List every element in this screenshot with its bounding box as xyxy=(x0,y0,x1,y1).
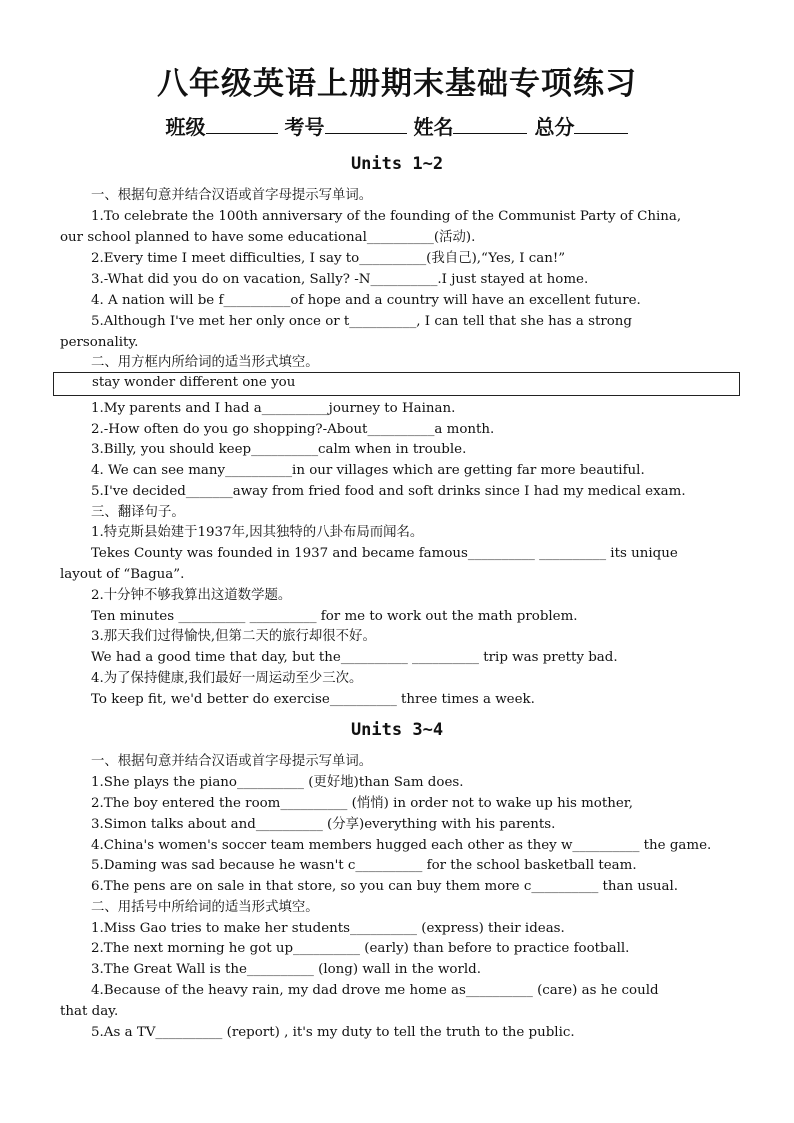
question-text: 1.My parents and I had a__________journey to Hainan. xyxy=(91,401,456,416)
question-text: 3.Simon talks about and__________ (分享)everything with his parents. xyxy=(91,817,556,832)
score-blank[interactable] xyxy=(574,115,628,134)
exam-number-label: 考号 xyxy=(284,115,325,139)
question-text: 3.Billy, you should keep__________calm when in trouble. xyxy=(91,442,467,457)
question-text: 2.-How often do you go shopping?-About__________a month. xyxy=(91,422,495,437)
name-blank[interactable] xyxy=(453,115,527,134)
question-text: 5.Daming was sad because he wasn't c__________ for the school basketball team. xyxy=(91,858,637,873)
exam-number-blank[interactable] xyxy=(325,115,407,134)
question-text: 1.To celebrate the 100th anniversary of the founding of the Communist Party of China, xyxy=(91,209,682,224)
question-text: that day. xyxy=(60,1004,119,1019)
question-text: 4. We can see many__________in our villages which are getting far more beautiful. xyxy=(91,463,645,478)
question-text: 5.As a TV__________ (report) , it's my duty to tell the truth to the public. xyxy=(91,1025,575,1040)
question-text: 2.The next morning he got up__________ (early) than before to practice football. xyxy=(91,941,630,956)
section-title: 二、用括号中所给词的适当形式填空。 xyxy=(91,900,319,915)
question-text: 6.The pens are on sale in that store, so you can buy them more c__________ than usual. xyxy=(91,879,679,894)
question-text: 1.She plays the piano__________ (更好地)than Sam does. xyxy=(91,775,464,790)
section-title: 一、根据句意并结合汉语或首字母提示写单词。 xyxy=(91,188,373,203)
translation-prompt: 4.为了保持健康,我们最好一周运动至少三次。 xyxy=(91,671,363,686)
translation-prompt: 2.十分钟不够我算出这道数学题。 xyxy=(91,588,292,603)
question-text: our school planned to have some educational__________(活动). xyxy=(60,230,476,245)
question-text: 5.I've decided_______away from fried food and soft drinks since I had my medical exam. xyxy=(91,484,686,499)
question-text: Tekes County was founded in 1937 and became famous__________ __________ its unique xyxy=(91,546,678,561)
question-text: 5.Although I've met her only once or t__________, I can tell that she has a strong xyxy=(91,314,633,329)
question-text: Ten minutes __________ __________ for me to work out the math problem. xyxy=(91,609,578,624)
question-text: 3.The Great Wall is the__________ (long) wall in the world. xyxy=(91,962,482,977)
question-text: To keep fit, we'd better do exercise__________ three times a week. xyxy=(91,692,535,707)
question-text: 3.-What did you do on vacation, Sally? -N__________.I just stayed at home. xyxy=(91,272,589,287)
question-text: 1.Miss Gao tries to make her students__________ (express) their ideas. xyxy=(91,921,565,936)
unit-heading-1-2: Units 1~2 xyxy=(350,154,444,174)
name-label: 姓名 xyxy=(413,115,454,139)
class-label: 班级 xyxy=(165,115,206,139)
translation-prompt: 3.那天我们过得愉快,但第二天的旅行却很不好。 xyxy=(91,629,376,644)
page-title: 八年级英语上册期末基础专项练习 xyxy=(157,66,637,102)
section-title: 二、用方框内所给词的适当形式填空。 xyxy=(91,355,319,370)
question-text: 4.China's women's soccer team members hugged each other as they w__________ the game. xyxy=(91,838,712,853)
word-bank-words: stay wonder different one you xyxy=(92,375,296,390)
question-text: 4. A nation will be f__________of hope and a country will have an excellent future. xyxy=(91,293,641,308)
word-bank-box xyxy=(53,372,740,396)
question-text: 2.Every time I meet difficulties, I say to__________(我自己),“Yes, I can!” xyxy=(91,251,566,266)
section-title: 一、根据句意并结合汉语或首字母提示写单词。 xyxy=(91,754,373,769)
translation-prompt: 1.特克斯县始建于1937年,因其独特的八卦布局而闻名。 xyxy=(91,525,424,540)
question-text: 2.The boy entered the room__________ (悄悄) in order not to wake up his mother, xyxy=(91,796,633,811)
question-text: 4.Because of the heavy rain, my dad drove me home as__________ (care) as he could xyxy=(91,983,659,998)
question-text: personality. xyxy=(60,335,139,350)
unit-heading-3-4: Units 3~4 xyxy=(350,720,444,740)
section-title: 三、翻译句子。 xyxy=(91,505,185,520)
class-blank[interactable] xyxy=(206,115,278,134)
score-label: 总分 xyxy=(534,115,575,139)
question-text: We had a good time that day, but the__________ __________ trip was pretty bad. xyxy=(91,650,618,665)
question-text: layout of “Bagua”. xyxy=(60,567,185,582)
student-info-line xyxy=(0,111,794,140)
